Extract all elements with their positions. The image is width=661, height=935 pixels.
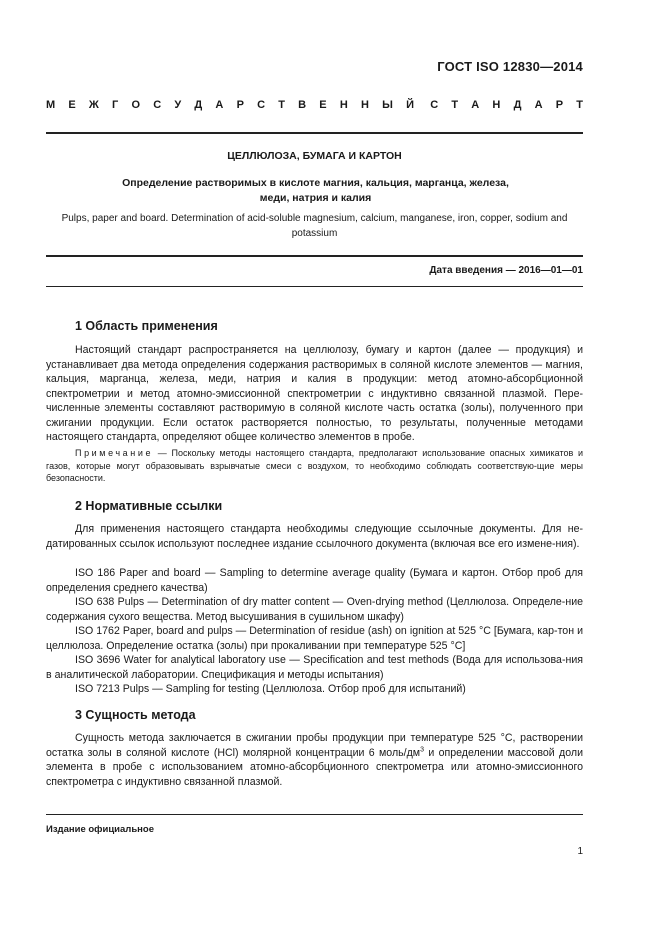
banner-letter: А [534, 99, 543, 111]
banner-letter: А [471, 99, 480, 111]
reference-item: ISO 186 Paper and board — Sampling to determine average quality (Бумага и картон. Отбор проб для определения среднего качества) [46, 567, 583, 594]
title-divider [46, 255, 583, 257]
note-text: — Поскольку методы настоящего стандарта, предполагают использование опасных химикатов и газов, которые могут образовывать взрывчатые смеси с воздухом, то необходимо соблюдать соответствую-щие меры безопасности. [46, 448, 583, 484]
banner-letter: С [153, 99, 162, 111]
banner-letter: Т [451, 99, 459, 111]
footer-divider [46, 814, 583, 815]
banner-letter: С [257, 99, 266, 111]
interstate-word [46, 99, 414, 111]
document-title: ЦЕЛЛЮЛОЗА, БУМАГА И КАРТОН [227, 150, 402, 162]
banner-letter: А [215, 99, 224, 111]
section-1-text: Настоящий стандарт распространяется на целлюлозу, бумагу и картон (далее — продукция) и устанавливает два метода определения содержания растворимых в соляной кислоте элементов — магния, кальция, марганца, железа, меди, натрия и калия в продукции: метод атомно-абсорбционной спектрометрии и метод атомно-эмиссионной спектрометрии с индуктивно связанной плазмой. Пере-численные элементы составляют растворимую в соляной кислоте часть остатка (золы), полученного при сжигании продукции. Если остаток растворяется полностью, то результаты, полученные методами настоящего стандарта, определяют общее количество элементов в пробе. [46, 344, 583, 443]
official-edition-label: Издание официальное [46, 824, 154, 835]
section-3-text-a: Сущность метода заключается в сжигании пробы продукции при температуре 525 °C, растворении остатка золы в соляной кислоте (HCl) молярной концентрации 6 моль/дм [46, 732, 583, 759]
interstate-standard-banner [46, 99, 583, 111]
page-number: 1 [577, 846, 583, 857]
header-divider [46, 132, 583, 134]
banner-letter: Н [492, 99, 501, 111]
reference-item: ISO 1762 Paper, board and pulps — Determination of residue (ash) on ignition at 525 °C [Бумага, кар-тон и целлюлоза. Определение остатка (золы) при прокаливании при температуре 525 °C] [46, 625, 583, 652]
banner-letter: У [174, 99, 182, 111]
banner-letter: В [298, 99, 307, 111]
standard-word [430, 99, 583, 111]
banner-letter: Р [236, 99, 244, 111]
banner-letter: Р [555, 99, 564, 111]
introduction-date: Дата введения — 2016—01—01 [429, 265, 583, 276]
english-title: Pulps, paper and board. Determination of acid-soluble magnesium, calcium, manganese, iron, copper, sodium and potassium [61, 213, 568, 239]
note-label: Примечание [75, 448, 154, 458]
reference-item: ISO 3696 Water for analytical laboratory use — Specification and test methods (Вода для использова-ния в аналитической лаборатории. Спецификация и методы испытания) [46, 654, 583, 681]
banner-letter: Е [68, 99, 76, 111]
document-subtitle: Определение растворимых в кислоте магния, кальция, марганца, железа, меди, натрия и калия [122, 177, 509, 204]
section-2-heading: 2 Нормативные ссылки [75, 499, 223, 513]
section-3-heading: 3 Сущность метода [75, 708, 196, 722]
reference-item: ISO 7213 Pulps — Sampling for testing (Целлюлоза. Отбор проб для испытаний) [75, 683, 466, 695]
banner-letter: Е [319, 99, 327, 111]
reference-item: ISO 638 Pulps — Determination of dry matter content — Oven-drying method (Целлюлоза. Определе-ние содержания сухого вещества. Метод высушивания в сушильном шкафу) [46, 596, 583, 623]
banner-letter: Ж [88, 99, 99, 111]
banner-letter: Ы [382, 99, 393, 111]
section-1-note [46, 447, 583, 485]
banner-letter: Д [194, 99, 203, 111]
banner-letter: Н [360, 99, 369, 111]
banner-letter: Д [513, 99, 522, 111]
banner-letter: Й [406, 99, 414, 111]
banner-letter: Т [278, 99, 285, 111]
section-3-text [46, 731, 583, 789]
banner-letter: О [131, 99, 141, 111]
banner-letter: Т [576, 99, 583, 111]
date-divider [46, 286, 583, 287]
banner-letter: Г [112, 99, 119, 111]
superscript-3: 3 [420, 745, 424, 753]
banner-letter: Н [339, 99, 348, 111]
section-1-heading: 1 Область применения [75, 319, 218, 333]
banner-letter: М [46, 99, 56, 111]
section-3-text-b: и определении массовой доли элемента в пробе с использованием атомно-абсорбционного спектрометра или атомно-эмиссионного спектрометра с индуктивно связанной плазмой. [46, 746, 583, 788]
section-2-intro: Для применения настоящего стандарта необходимы следующие ссылочные документы. Для не-датированных ссылок используют последнее издание ссылочного документа (включая все его измене-ния). [46, 523, 583, 550]
standard-number: ГОСТ ISO 12830—2014 [437, 59, 583, 74]
banner-letter: С [430, 99, 439, 111]
